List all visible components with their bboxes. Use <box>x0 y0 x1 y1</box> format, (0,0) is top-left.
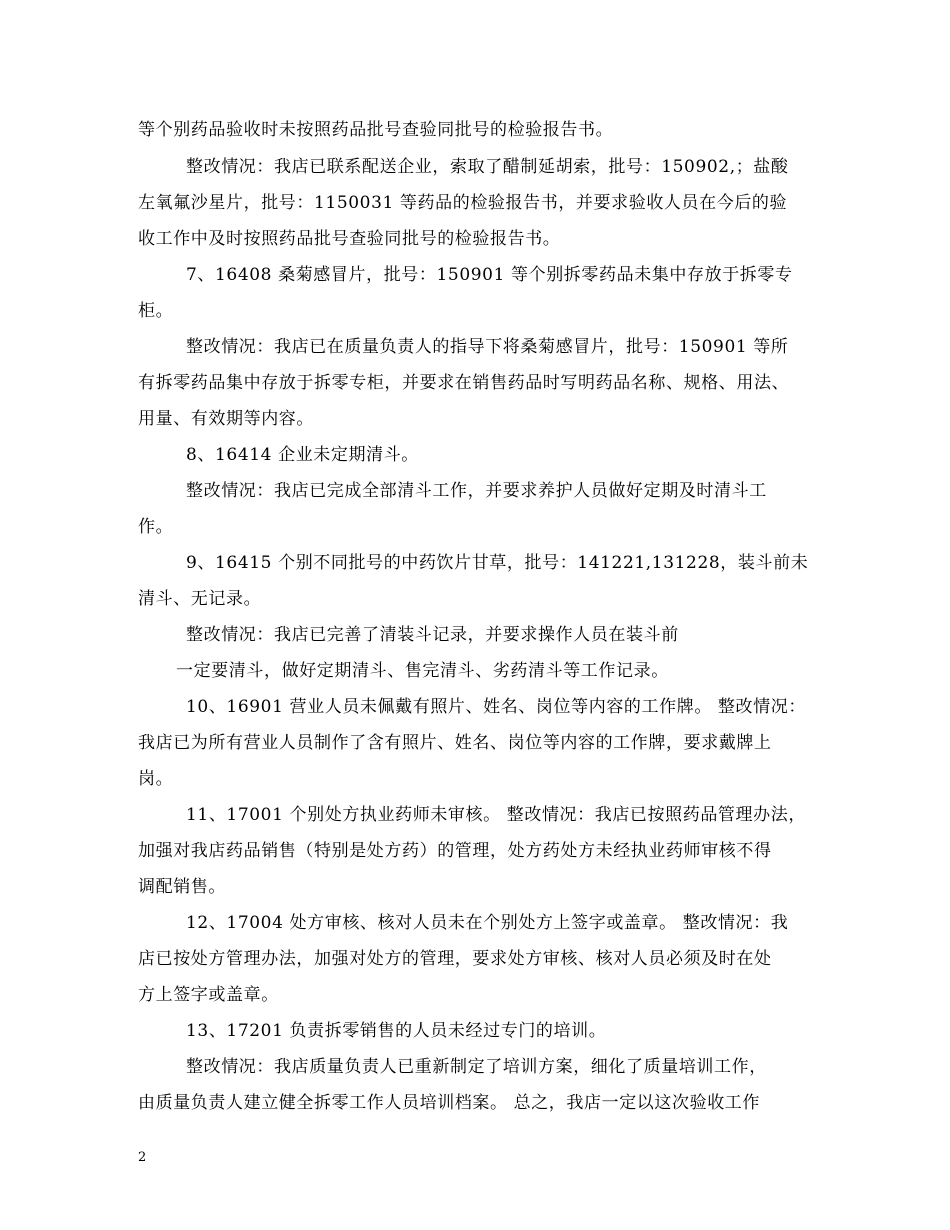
text-line: 加强对我店药品销售（特别是处方药）的管理，处方药处方未经执业药师审核不得 <box>138 841 772 861</box>
text-line: 11、17001 个别处方执业药师未审核。 整改情况：我店已按照药品管理办法， <box>186 805 806 825</box>
text-line: 用量、有效期等内容。 <box>138 409 314 429</box>
text-line: 13、17201 负责拆零销售的人员未经过专门的培训。 <box>186 1021 607 1041</box>
page-number: 2 <box>138 1150 147 1165</box>
text-line: 等个别药品验收时未按照药品批号查验同批号的检验报告书。 <box>138 120 614 140</box>
text-line: 10、16901 营业人员未佩戴有照片、姓名、岗位等内容的工作牌。 整改情况： <box>186 697 806 717</box>
text-line: 由质量负责人建立健全拆零工作人员培训档案。 总之，我店一定以这次验收工作 <box>138 1093 761 1113</box>
text-line: 调配销售。 <box>138 877 226 897</box>
text-line: 清斗、无记录。 <box>138 589 262 609</box>
text-line: 左氧氟沙星片，批号：1150031 等药品的检验报告书，并要求验收人员在今后的验 <box>138 193 788 213</box>
text-line: 8、16414 企业未定期清斗。 <box>186 445 419 465</box>
text-line: 12、17004 处方审核、核对人员未在个别处方上签字或盖章。 整改情况：我 <box>186 913 789 933</box>
text-line: 整改情况：我店质量负责人已重新制定了培训方案，细化了质量培训工作， <box>186 1057 767 1077</box>
text-line: 岗。 <box>138 769 174 789</box>
text-line: 7、16408 桑菊感冒片，批号：150901 等个别拆零药品未集中存放于拆零专 <box>186 265 793 285</box>
text-line: 9、16415 个别不同批号的中药饮片甘草，批号：141221,131228，装斗前未 <box>186 553 809 573</box>
text-line: 方上签字或盖章。 <box>138 985 279 1005</box>
text-line: 整改情况：我店已完善了清装斗记录，并要求操作人员在装斗前 <box>186 625 679 645</box>
text-line: 柜。 <box>138 301 174 321</box>
text-line: 我店已为所有营业人员制作了含有照片、姓名、岗位等内容的工作牌，要求戴牌上 <box>138 733 772 753</box>
text-line: 一定要清斗，做好定期清斗、售完清斗、劣药清斗等工作记录。 <box>176 661 669 681</box>
text-line: 有拆零药品集中存放于拆零专柜，并要求在销售药品时写明药品名称、规格、用法、 <box>138 373 790 393</box>
text-line: 整改情况：我店已完成全部清斗工作，并要求养护人员做好定期及时清斗工 <box>186 481 767 501</box>
text-line: 整改情况：我店已联系配送企业，索取了醋制延胡索，批号：150902,；盐酸 <box>186 157 789 177</box>
text-line: 作。 <box>138 517 174 537</box>
text-line: 收工作中及时按照药品批号查验同批号的检验报告书。 <box>138 229 561 249</box>
text-line: 整改情况：我店已在质量负责人的指导下将桑菊感冒片，批号：150901 等所 <box>186 337 789 357</box>
text-line: 店已按处方管理办法，加强对处方的管理，要求处方审核、核对人员必须及时在处 <box>138 949 772 969</box>
